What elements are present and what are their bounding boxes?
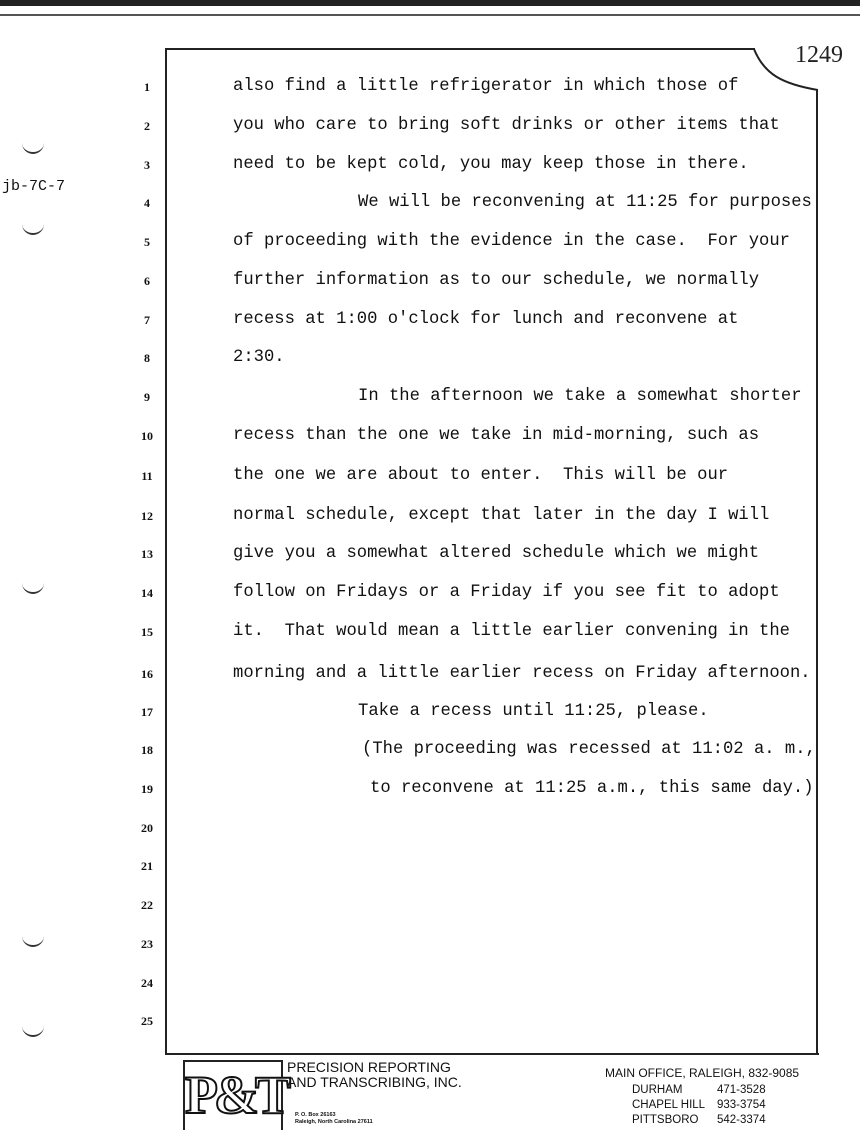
transcript-line: to reconvene at 11:25 a.m., this same day.) [370, 779, 814, 798]
transcript-line: you who care to bring soft drinks or other items that [233, 116, 780, 135]
transcript-line: further information as to our schedule, we normally [233, 271, 760, 290]
company-line-1: PRECISION REPORTING [287, 1059, 451, 1075]
transcript-line: Take a recess until 11:25, please. [358, 702, 709, 721]
company-address [295, 1112, 373, 1126]
transcript-line: (The proceeding was recessed at 11:02 a. m., [362, 740, 816, 759]
line-number: 10 [141, 429, 153, 443]
line-number: 19 [141, 782, 153, 796]
line-number: 20 [141, 821, 153, 835]
office-row [632, 1113, 766, 1128]
line-number: 11 [141, 469, 153, 483]
line-number: 14 [141, 586, 153, 600]
office-list [632, 1083, 766, 1128]
address-line-1: P. O. Box 26163 [295, 1112, 336, 1118]
office-phone: 933-3754 [717, 1099, 766, 1111]
transcript-line: recess than the one we take in mid-morning, such as [233, 426, 760, 445]
transcript-line: also find a little refrigerator in which those of [233, 77, 739, 96]
scan-edge [0, 0, 860, 6]
binder-mark [22, 582, 44, 594]
line-number: 23 [141, 937, 153, 951]
transcript-line: 2:30. [233, 348, 285, 367]
office-city: CHAPEL HILL [632, 1099, 706, 1111]
line-number: 21 [141, 859, 153, 873]
line-number: 7 [144, 313, 150, 327]
line-number: 5 [144, 235, 150, 249]
transcript-line: normal schedule, except that later in the day I will [233, 506, 770, 525]
company-logo: P&T [183, 1060, 283, 1130]
line-number: 12 [141, 509, 153, 523]
transcript-line: it. That would mean a little earlier convening in the [233, 622, 790, 641]
line-number: 2 [144, 119, 150, 133]
transcript-line: need to be kept cold, you may keep those in there. [233, 155, 749, 174]
office-row [632, 1098, 766, 1113]
company-name [287, 1060, 462, 1090]
line-number: 13 [141, 547, 153, 561]
line-number: 17 [141, 705, 153, 719]
transcript-line: the one we are about to enter. This will be our [233, 466, 729, 485]
office-city: DURHAM [632, 1084, 683, 1096]
line-number: 1 [144, 80, 150, 94]
line-number: 25 [141, 1014, 153, 1028]
text-border-right [816, 90, 818, 1054]
binder-mark [22, 142, 44, 154]
transcript-line: of proceeding with the evidence in the case. For your [233, 232, 790, 251]
binder-mark [22, 1025, 44, 1037]
text-border-top [165, 48, 755, 50]
transcript-line: We will be reconvening at 11:25 for purposes [358, 193, 812, 212]
binder-mark [22, 223, 44, 235]
line-number: 9 [144, 390, 150, 404]
main-office: MAIN OFFICE, RALEIGH, 832-9085 [605, 1066, 800, 1080]
line-number: 4 [144, 196, 150, 210]
line-number: 6 [144, 274, 150, 288]
transcript-line: recess at 1:00 o'clock for lunch and reconvene at [233, 310, 739, 329]
line-number: 8 [144, 351, 150, 365]
line-number: 15 [141, 625, 153, 639]
line-number: 24 [141, 976, 153, 990]
line-number: 3 [144, 158, 150, 172]
page-number: 1249 [795, 42, 843, 68]
office-phone: 471-3528 [717, 1084, 766, 1096]
line-number: 18 [141, 743, 153, 757]
binder-mark [22, 935, 44, 947]
transcript-line: give you a somewhat altered schedule which we might [233, 544, 760, 563]
transcript-line: follow on Fridays or a Friday if you see fit to adopt [233, 583, 780, 602]
office-city: PITTSBORO [632, 1114, 699, 1126]
transcript-line: In the afternoon we take a somewhat shorter [358, 387, 802, 406]
transcript-line: morning and a little earlier recess on Friday afternoon. [233, 664, 811, 683]
line-number: 16 [141, 667, 153, 681]
margin-note: jb-7C-7 [2, 178, 66, 195]
address-line-2: Raleigh, North Carolina 27611 [295, 1119, 373, 1125]
office-phone: 542-3374 [717, 1114, 766, 1126]
line-number: 22 [141, 898, 153, 912]
company-line-2: AND TRANSCRIBING, INC. [287, 1074, 462, 1090]
scan-edge [0, 14, 860, 16]
office-row [632, 1083, 766, 1098]
